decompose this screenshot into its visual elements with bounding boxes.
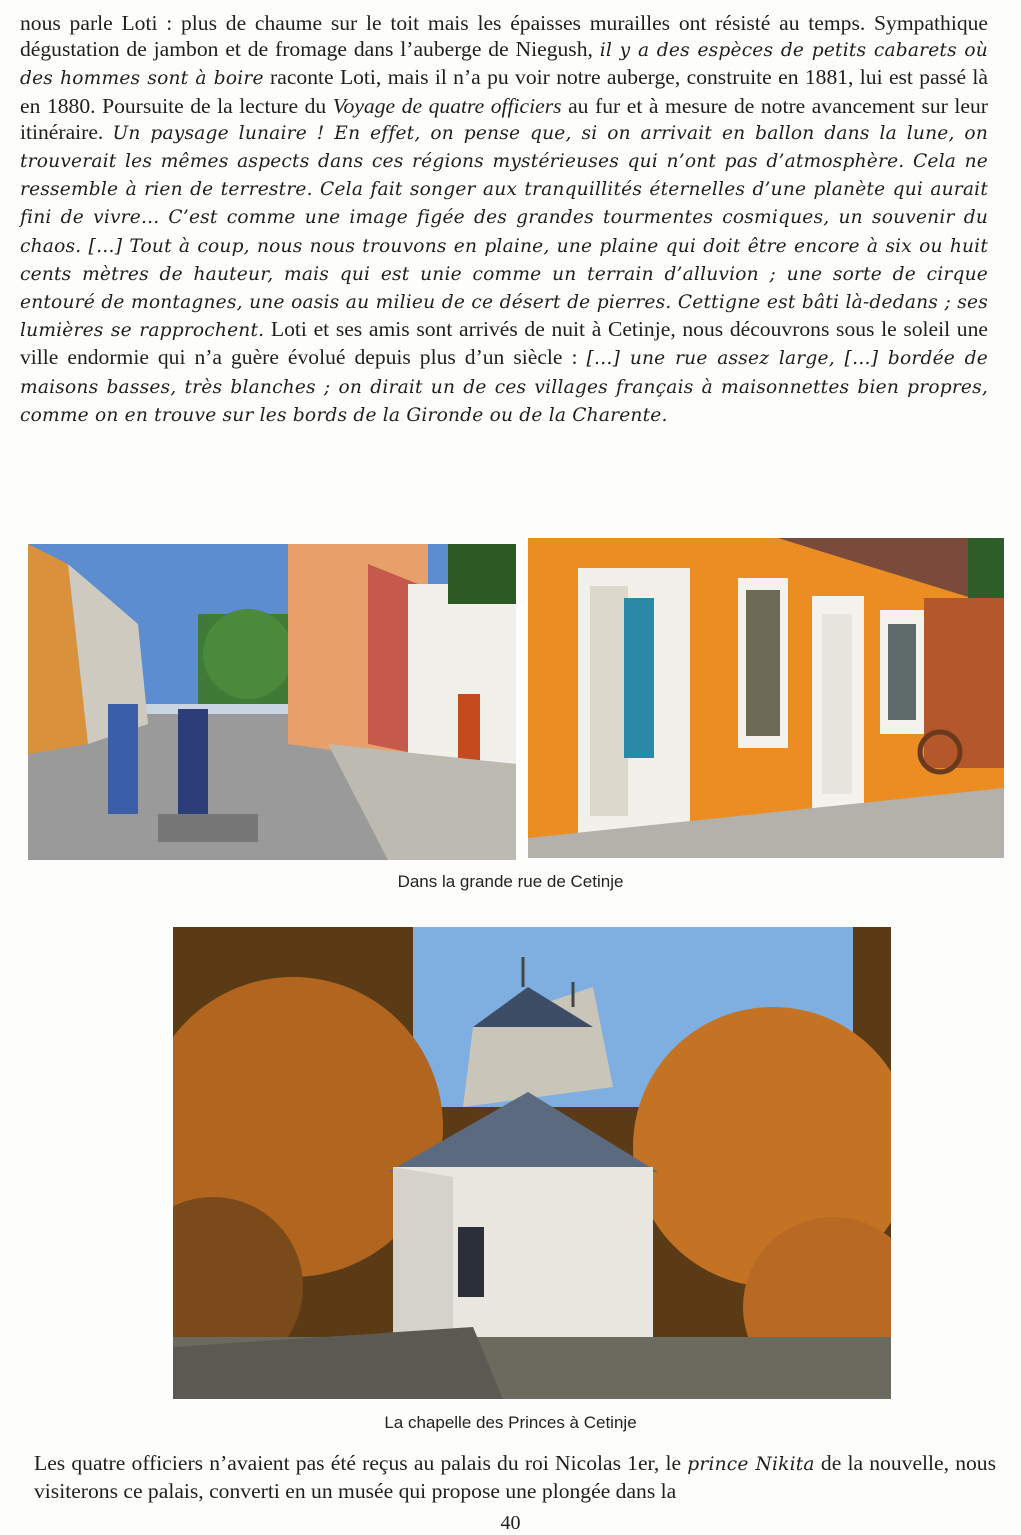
quote-prince-nikita: prince Nikita [687,1454,815,1475]
loti-quote-rue: […] une rue assez large, […] bordée de maisons basses, très blanches ; on dirait un de ces villages français à maisonnettes bien propres, comme on en trouve sur les bords de la Gironde ou de la Charente. [20,348,988,426]
loti-quote-paysage-lunaire: Un paysage lunaire ! En effet, on pense que, si on arrivait en ballon dans la lune, on trouverait les mêmes aspects dans ces régions mystérieuses qui n’ont pas d’atmosphère. Cela ne ressemble à rien de terrestre. Cela fait songer aux tranquillités éternelles d’une planète qui aurait fini de vivre... C’est comme une image figée des grandes tourmentes cosmiques, un souvenir du chaos. […] Tout à coup, nous nous trouvons en plaine, une plaine qui doit être encore à six ou huit cents mètres de hauteur, mais qui est unie comme un terrain d’alluvion ; une sorte de cirque entouré de montagnes, une oasis au milieu de ce désert de pierres. Cettigne est bâti là-dedans ; ses lumières se rapprochent. [20,122,988,342]
loti-quote-cabarets: il y a des espèces de petits cabarets où des hommes sont à boire [20,40,988,90]
body-paragraph-top [20,10,988,429]
page-number: 40 [500,1512,521,1534]
chapel-photo [173,927,891,1399]
street-photo-cetinje [28,544,516,860]
text-run: Loti et ses amis sont arrivés de nuit à Cetinje, nous découvrons sous le soleil une ville endormie qui n’a guère évolué depuis plus d’un siècle : [20,317,988,370]
text-run: de la nouvelle, nous visiterons ce palais, converti en un musée qui propose une plongée dans la [34,1451,997,1504]
photo-caption-street: Dans la grande rue de Cetinje [397,872,624,891]
orange-house-photo [528,538,1004,858]
body-paragraph-bottom [34,1450,996,1504]
text-run: Les quatre officiers n’avaient pas été reçus au palais du roi Nicolas 1er, le [34,1451,688,1475]
text-run: nous parle Loti : plus de chaume sur le toit mais les épaisses murailles ont résisté au temps. Sympathique dégustation de jambon et de fromage dans l’auberge de Niegush, [20,11,988,62]
book-title: Voyage de quatre officiers [332,93,562,118]
photo-caption-chapel: La chapelle des Princes à Cetinje [384,1413,637,1432]
text-run: raconte Loti, mais il n’a pu voir notre auberge, construite en 1881, lui est passé là en 1880. Poursuite de la lecture du [20,65,989,118]
text-run: au fur et à mesure de notre avancement sur leur itinéraire. [20,93,988,144]
